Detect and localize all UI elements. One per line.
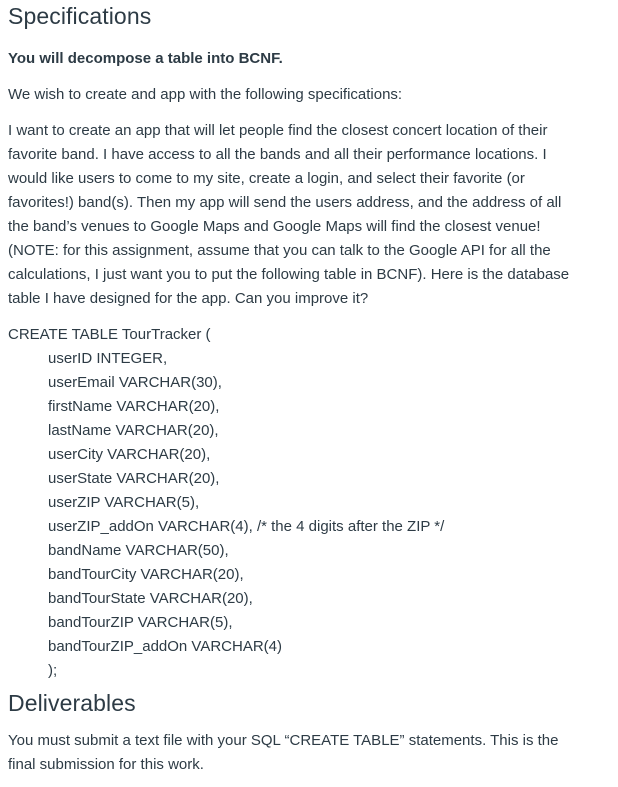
sql-column-line: userZIP VARCHAR(5), (48, 494, 200, 511)
paragraph-line: table I have designed for the app. Can you improve it? (8, 290, 369, 307)
paragraph-line: (NOTE: for this assignment, assume that you can talk to the Google API for all the (8, 242, 551, 259)
sql-column-line: userZIP_addOn VARCHAR(4), /* the 4 digits after the ZIP */ (48, 518, 445, 535)
sql-column-line: firstName VARCHAR(20), (48, 398, 220, 415)
sql-column-line: bandTourZIP VARCHAR(5), (48, 614, 233, 631)
sql-column-line: userCity VARCHAR(20), (48, 446, 211, 463)
sql-column-line: userEmail VARCHAR(30), (48, 374, 222, 391)
paragraph-line: the band’s venues to Google Maps and Google Maps will find the closest venue! (8, 218, 541, 235)
sql-column-line: bandTourZIP_addOn VARCHAR(4) (48, 638, 282, 655)
sql-column-line: lastName VARCHAR(20), (48, 422, 219, 439)
paragraph-line: calculations, I just want you to put the following table in BCNF). Here is the database (8, 266, 570, 283)
paragraph-line: would like users to come to my site, create a login, and select their favorite (or (8, 170, 525, 187)
paragraph-line: favorite band. I have access to all the bands and all their performance locations. I (8, 146, 547, 163)
specification-paragraph (8, 119, 610, 311)
intro-text: We wish to create and app with the following specifications: (8, 86, 403, 103)
sql-column-line: bandName VARCHAR(50), (48, 542, 229, 559)
sql-close-line: ); (48, 662, 58, 679)
paragraph-line: I want to create an app that will let people find the closest concert location of their (8, 122, 548, 139)
sql-column-line: bandTourCity VARCHAR(20), (48, 566, 244, 583)
paragraph-line: final submission for this work. (8, 756, 204, 773)
paragraph-line: favorites!) band(s). Then my app will send the users address, and the address of all (8, 194, 562, 211)
paragraph-line: You must submit a text file with your SQL “CREATE TABLE” statements. This is the (8, 732, 559, 749)
sql-create-table-block (8, 323, 610, 683)
sql-column-line: bandTourState VARCHAR(20), (48, 590, 253, 607)
sql-column-line: userState VARCHAR(20), (48, 470, 220, 487)
deliverables-paragraph (8, 729, 610, 777)
deliverables-heading: Deliverables (8, 690, 136, 716)
lead-statement: You will decompose a table into BCNF. (8, 50, 283, 67)
sql-column-line: userID INTEGER, (48, 350, 168, 367)
specifications-heading: Specifications (8, 3, 152, 29)
sql-open-line: CREATE TABLE TourTracker ( (8, 326, 211, 343)
